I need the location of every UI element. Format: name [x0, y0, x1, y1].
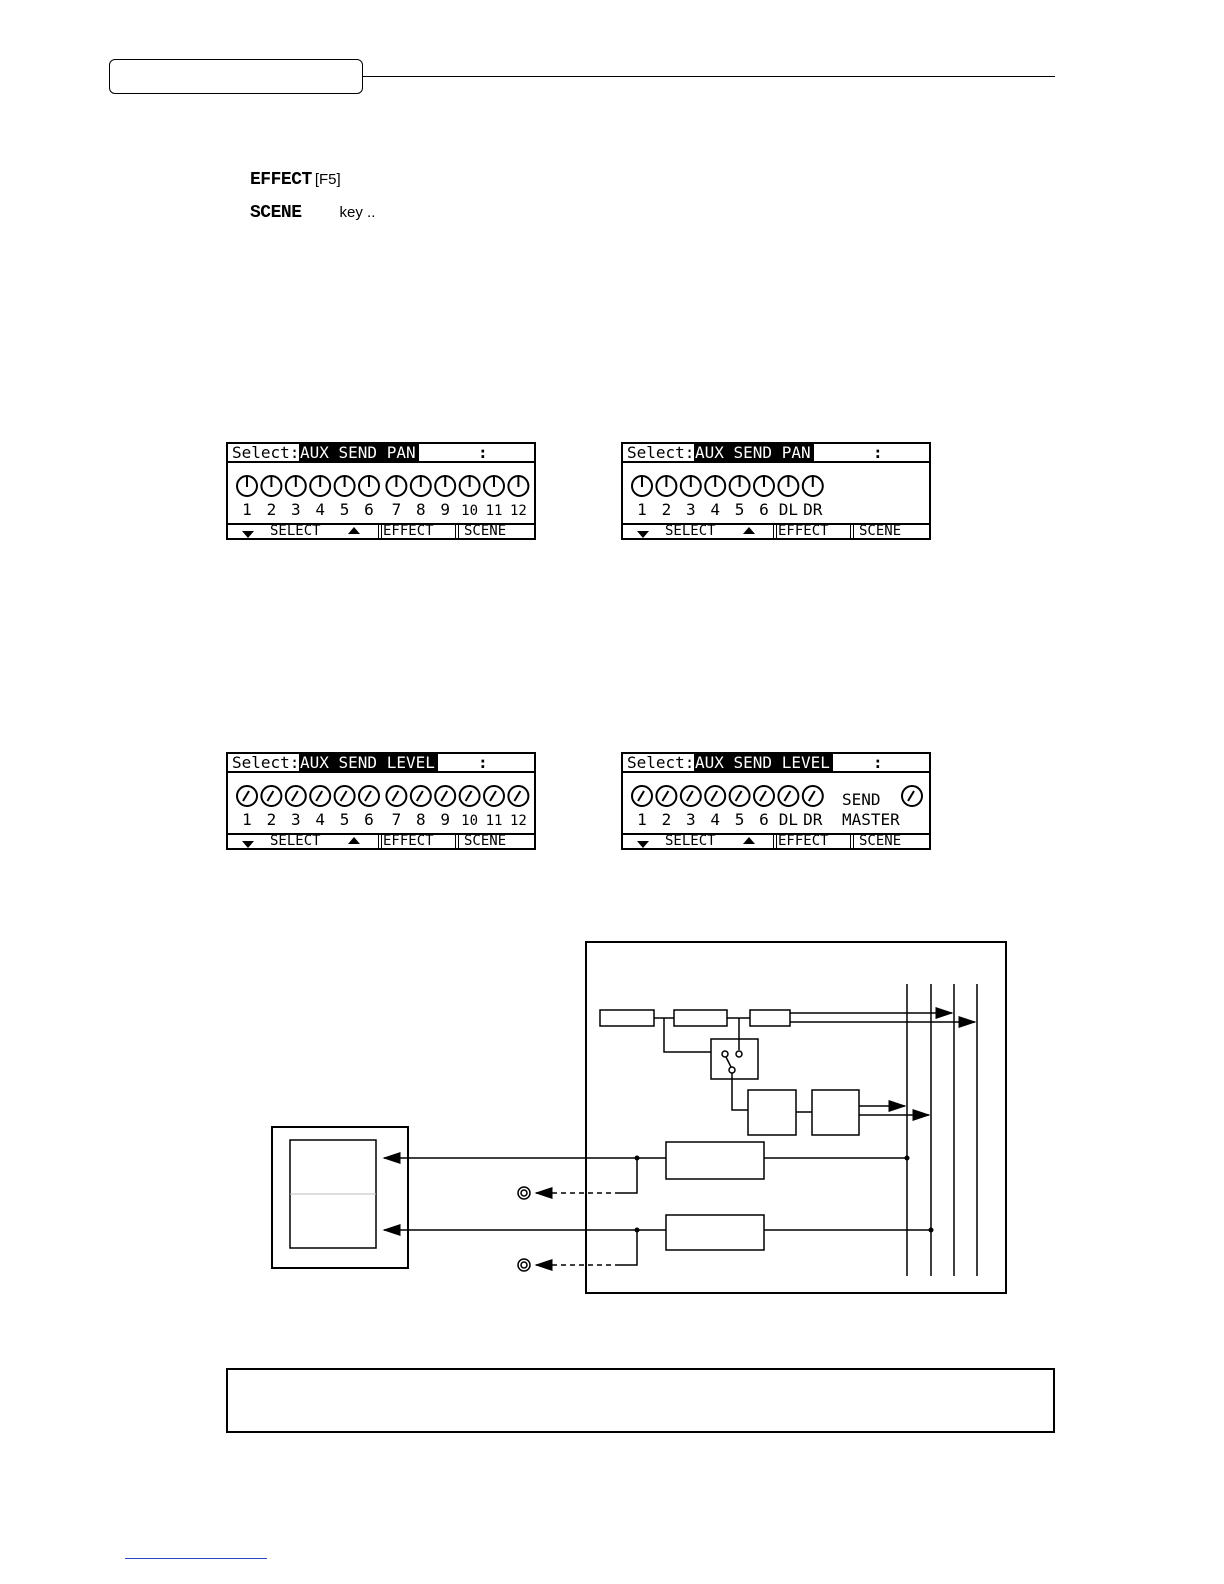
channel-number-label: 4: [315, 500, 326, 519]
channel-number-label: 12: [509, 503, 527, 519]
lcd-screen-aux-send-pan-dl-dr: [621, 442, 931, 540]
channel-knob-6[interactable]: [754, 476, 774, 496]
channel-knob-1[interactable]: [237, 786, 257, 806]
parameter-title[interactable]: AUX SEND PAN: [299, 444, 419, 462]
channel-number-label: 2: [266, 500, 277, 519]
value-colon: :: [873, 443, 883, 462]
lcd-title-bar: [228, 444, 534, 463]
channel-knob-1[interactable]: [237, 476, 257, 496]
channel-number-label: 4: [710, 500, 721, 519]
lcd-screen-aux-send-level-master: [621, 752, 931, 850]
channel-number-label: 1: [242, 500, 252, 519]
select-down-arrow-icon[interactable]: [637, 838, 649, 851]
effect-softkey[interactable]: EFFECT: [778, 833, 829, 849]
select-softkey[interactable]: SELECT: [270, 833, 321, 849]
channel-knob-DL[interactable]: [778, 476, 798, 496]
section-header-tab: [109, 59, 363, 94]
channel-number-label: 8: [415, 500, 426, 519]
note-box: [226, 1368, 1055, 1433]
function-key-bar: [623, 833, 929, 848]
pre-post-switch: [711, 1039, 758, 1079]
effect-softkey[interactable]: EFFECT: [778, 523, 829, 539]
channel-number-label: DL: [778, 500, 799, 519]
channel-number-label: 1: [242, 810, 252, 829]
softkey-divider: [378, 525, 382, 538]
channel-number-label: 4: [710, 810, 721, 829]
scene-softkey[interactable]: SCENE: [464, 523, 507, 539]
scene-key-line: [250, 201, 375, 223]
parameter-title[interactable]: AUX SEND LEVEL: [694, 754, 833, 772]
channel-number-label: 4: [315, 810, 326, 829]
aux-send-signal-flow-diagram: [260, 930, 1020, 1310]
channel-knob-3[interactable]: [681, 476, 701, 496]
softkey-divider: [850, 525, 854, 538]
channel-block: [674, 1010, 727, 1026]
channel-knob-11[interactable]: [484, 786, 504, 806]
softkey-divider: [773, 525, 777, 538]
channel-knob-DR[interactable]: [803, 476, 823, 496]
channel-knob-12[interactable]: [508, 786, 528, 806]
aux-pan-block: [812, 1090, 859, 1135]
channel-number-label: 3: [290, 810, 301, 829]
value-colon: :: [478, 753, 488, 772]
value-colon: :: [873, 753, 883, 772]
softkey-divider: [455, 525, 459, 538]
send-master-knob[interactable]: [902, 786, 922, 806]
lcd-screen-aux-send-level-12ch: [226, 752, 536, 850]
channel-number-label: 11: [485, 503, 503, 519]
effect-fkey-label: [F5]: [314, 171, 341, 188]
channel-knob-4[interactable]: [310, 786, 330, 806]
channel-number-label: 1: [637, 500, 647, 519]
channel-number-label: 3: [685, 810, 696, 829]
channel-knob-5[interactable]: [730, 476, 750, 496]
parameter-title[interactable]: AUX SEND PAN: [694, 444, 814, 462]
channel-number-label: DR: [803, 810, 823, 829]
channel-knob-2[interactable]: [656, 476, 676, 496]
channel-knob-7[interactable]: [386, 786, 406, 806]
knob-row: [623, 773, 929, 831]
channel-block: [600, 1010, 654, 1026]
scene-softkey[interactable]: SCENE: [859, 523, 902, 539]
channel-knob-4[interactable]: [705, 476, 725, 496]
channel-number-label: DL: [778, 810, 799, 829]
effect-softkey[interactable]: EFFECT: [383, 523, 434, 539]
channel-knob-6[interactable]: [359, 786, 379, 806]
channel-knob-4[interactable]: [705, 786, 725, 806]
channel-number-label: 11: [485, 813, 503, 829]
select-up-arrow-icon[interactable]: [743, 834, 755, 847]
function-key-bar: [623, 523, 929, 538]
channel-knob-9[interactable]: [435, 786, 455, 806]
channel-number-label: 7: [391, 810, 402, 829]
channel-number-label: DR: [803, 500, 823, 519]
channel-number-label: 6: [364, 810, 374, 829]
softkey-divider: [378, 835, 382, 848]
channel-number-label: 6: [759, 500, 769, 519]
channel-knob-10[interactable]: [460, 786, 480, 806]
channel-knob-1[interactable]: [632, 786, 652, 806]
select-softkey[interactable]: SELECT: [665, 523, 716, 539]
channel-knob-2[interactable]: [261, 476, 281, 496]
channel-knob-2[interactable]: [261, 786, 281, 806]
lcd-title-bar: [623, 754, 929, 773]
channel-knob-11[interactable]: [484, 476, 504, 496]
select-up-arrow-icon[interactable]: [348, 834, 360, 847]
channel-number-label: 5: [734, 810, 745, 829]
channel-knob-6[interactable]: [359, 476, 379, 496]
channel-knob-5[interactable]: [335, 476, 355, 496]
channel-knob-1[interactable]: [632, 476, 652, 496]
lcd-screen-aux-send-pan-12ch: [226, 442, 536, 540]
select-label: Select:: [232, 443, 300, 462]
scene-softkey[interactable]: SCENE: [464, 833, 507, 849]
channel-number-label: 5: [339, 500, 350, 519]
softkey-divider: [850, 835, 854, 848]
channel-knob-DR[interactable]: [803, 786, 823, 806]
channel-knob-4[interactable]: [310, 476, 330, 496]
lcd-title-bar: [623, 444, 929, 463]
header-rule: [363, 76, 1055, 77]
channel-knob-3[interactable]: [286, 786, 306, 806]
channel-knob-3[interactable]: [681, 786, 701, 806]
channel-knob-8[interactable]: [411, 476, 431, 496]
channel-knob-DL[interactable]: [778, 786, 798, 806]
master-label: MASTER: [842, 810, 900, 829]
select-down-arrow-icon[interactable]: [242, 838, 254, 851]
select-label: Select:: [627, 443, 695, 462]
select-down-arrow-icon[interactable]: [637, 528, 649, 541]
function-key-bar: [228, 523, 534, 538]
channel-knob-7[interactable]: [386, 476, 406, 496]
channel-number-label: 8: [415, 810, 426, 829]
effect-softkey[interactable]: EFFECT: [383, 833, 434, 849]
select-up-arrow-icon[interactable]: [348, 524, 360, 537]
channel-number-label: 6: [759, 810, 769, 829]
channel-knob-6[interactable]: [754, 786, 774, 806]
send-master-block: [666, 1215, 764, 1250]
softkey-divider: [773, 835, 777, 848]
channel-number-label: 3: [685, 500, 696, 519]
channel-number-label: 7: [391, 500, 402, 519]
channel-knob-3[interactable]: [286, 476, 306, 496]
lcd-title-bar: [228, 754, 534, 773]
scene-key-suffix: key ..: [339, 204, 376, 221]
select-label: Select:: [627, 753, 695, 772]
scene-softkey[interactable]: SCENE: [859, 833, 902, 849]
effect-key-label: EFFECT: [250, 170, 312, 190]
footer-link-rule: [125, 1558, 267, 1559]
channel-knob-5[interactable]: [730, 786, 750, 806]
channel-knob-2[interactable]: [656, 786, 676, 806]
channel-number-label: 3: [290, 500, 301, 519]
send-master-block: [666, 1142, 764, 1179]
channel-number-label: 10: [461, 813, 479, 829]
effect-key-line: [250, 168, 341, 190]
knob-row: [623, 463, 929, 521]
select-label: Select:: [232, 753, 300, 772]
select-down-arrow-icon[interactable]: [242, 528, 254, 541]
select-softkey[interactable]: SELECT: [665, 833, 716, 849]
channel-number-label: 6: [364, 500, 374, 519]
channel-knob-9[interactable]: [435, 476, 455, 496]
parameter-title[interactable]: AUX SEND LEVEL: [299, 754, 438, 772]
channel-number-label: 5: [339, 810, 350, 829]
scene-key-label: SCENE: [250, 203, 302, 223]
send-label: SEND: [842, 790, 881, 809]
channel-number-label: 2: [266, 810, 277, 829]
softkey-divider: [455, 835, 459, 848]
output-jack-icons: [518, 1187, 530, 1271]
channel-number-label: 1: [637, 810, 647, 829]
channel-number-label: 12: [509, 813, 527, 829]
channel-knob-5[interactable]: [335, 786, 355, 806]
channel-knob-10[interactable]: [460, 476, 480, 496]
channel-block: [750, 1010, 790, 1026]
function-key-bar: [228, 833, 534, 848]
channel-knob-8[interactable]: [411, 786, 431, 806]
knob-row: [228, 463, 534, 521]
channel-knob-12[interactable]: [508, 476, 528, 496]
aux-send-block: [748, 1090, 796, 1135]
external-effect-unit: [272, 1127, 408, 1268]
channel-number-label: 9: [440, 500, 451, 519]
channel-number-label: 2: [661, 810, 672, 829]
channel-number-label: 2: [661, 500, 672, 519]
knob-row: [228, 773, 534, 831]
select-up-arrow-icon[interactable]: [743, 524, 755, 537]
value-colon: :: [478, 443, 488, 462]
channel-number-label: 5: [734, 500, 745, 519]
select-softkey[interactable]: SELECT: [270, 523, 321, 539]
channel-number-label: 10: [461, 503, 479, 519]
channel-number-label: 9: [440, 810, 451, 829]
